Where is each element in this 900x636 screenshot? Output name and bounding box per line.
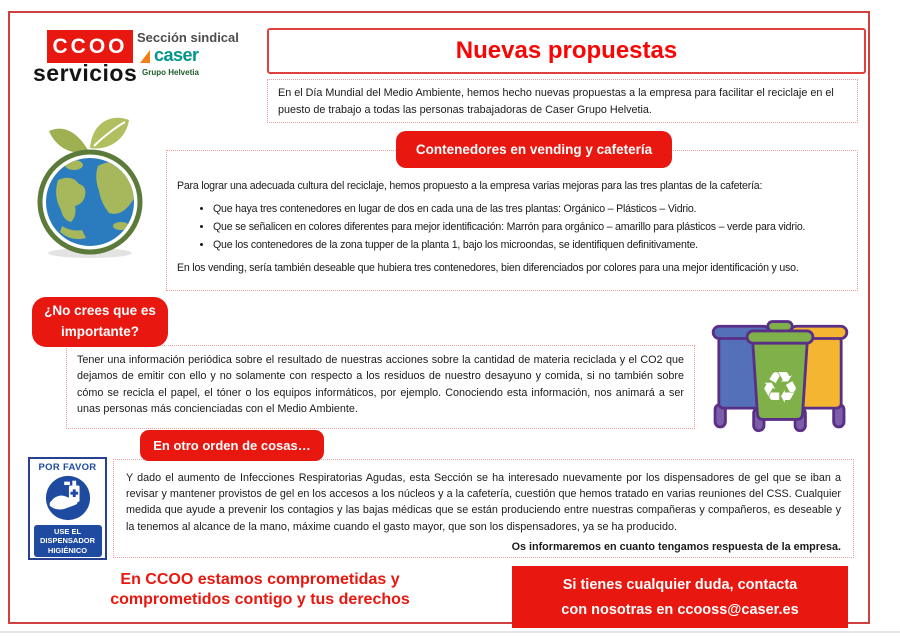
title-box <box>267 28 866 74</box>
hand-dispenser-icon <box>43 473 93 523</box>
contact-line1: Si tienes cualquier duda, contacta <box>562 576 798 593</box>
contact-box <box>512 566 848 628</box>
recycling-bins-icon <box>700 308 860 433</box>
otro-orden-paragraph: Y dado el aumento de Infecciones Respiratorias Agudas, esta Sección se ha interesado nuevamente por los dispensadores de gel que se iban a revisar y mantener provistos de gel en los accesos a los núcleos y a la cafetería, cuestión que hemos tratado en varias reuniones del CSS. Cualquier medida que ayude a prevenir los contagios y las bajas médicas que se están produciendo entre nuestras compañeras y compañeros, es deseable y la tenemos al alcance de la mano, máxime cuando el gasto mayor, que son los dispensadores, ya se ha producido. <box>126 472 841 533</box>
eco-globe-icon <box>28 110 148 260</box>
grupo-helvetia-label: Grupo Helvetia <box>142 68 199 77</box>
seccion-sindical-label: Sección sindical <box>137 30 239 45</box>
caser-logo <box>140 46 199 64</box>
heading-contenedores: Contenedores en vending y cafetería <box>396 131 672 168</box>
importante-paragraph: Tener una información periódica sobre el resultado de nuestras acciones sobre la cantidad de materia reciclada y el CO2 que dejamos de emitir con ello y no solamente con respecto a los residuos de nuestro desayuno y comida, si no también sobre cómo se recicla el papel, el tóner o los equipos informáticos, por ejemplo. Conociendo esta información, nos animará a ser unas personas más concienciadas con el Medio Ambiente. <box>66 345 695 429</box>
vending-bullet-list <box>213 202 847 254</box>
vending-section-box <box>166 150 858 291</box>
page-title: Nuevas propuestas <box>455 37 678 64</box>
heading-importante: ¿No crees que es importante? <box>32 297 168 347</box>
vending-lead: Para lograr una adecuada cultura del reciclaje, hemos propuesto a la empresa varias mejoras para las tres plantas de la cafetería: <box>177 180 763 192</box>
intro-paragraph: En el Día Mundial del Medio Ambiente, hemos hecho nuevas propuestas a la empresa para facilitar el reciclaje en el puesto de trabajo a todas las personas trabajadoras de Caser Grupo Helvetia. <box>267 79 858 123</box>
footer-slogan-line1: En CCOO estamos comprometidas y <box>120 571 400 588</box>
vending-closing: En los vending, sería también deseable que hubiera tres contenedores, bien diferenciados por colores para una mejor identificación y uso. <box>177 261 799 274</box>
ccoo-servicios-label: servicios <box>33 60 138 86</box>
recycle-symbol-icon: ♻ <box>760 363 800 414</box>
hygiene-sign-label: USE EL DISPENSADOR HIGIÉNICO <box>34 525 102 557</box>
hygiene-sign <box>28 457 107 560</box>
caser-logo-text: caser <box>154 45 199 65</box>
vending-bullet-2: • Que se señalicen en colores diferentes para mejor identificación: Marrón para orgánico – amarillo para plásticos – verde para vidrio. <box>213 220 847 236</box>
caser-triangle-icon <box>140 50 152 64</box>
vending-bullet-1: • Que haya tres contenedores en lugar de dos en cada una de las tres plantas: Orgánico – Plásticos – Vidrio. <box>213 202 847 218</box>
ccoo-logo-text: CCOO <box>52 34 128 58</box>
otro-orden-section-box <box>113 459 854 558</box>
contact-line2: con nosotras en ccooss@caser.es <box>561 601 799 618</box>
vending-bullet-3: • Que los contenedores de la zona tupper de la planta 1, bajo los microondas, se identifiquen definitivamente. <box>213 238 847 254</box>
hygiene-sign-title: POR FAVOR <box>38 462 97 473</box>
footer-slogan <box>90 570 430 610</box>
otro-orden-closing: Os informaremos en cuanto tengamos respuesta de la empresa. <box>511 540 841 553</box>
page-bottom-edge <box>0 631 900 633</box>
footer-slogan-line2: comprometidos contigo y tus derechos <box>110 591 410 608</box>
heading-otro-orden: En otro orden de cosas… <box>140 430 324 461</box>
ccoo-logo <box>47 30 133 63</box>
